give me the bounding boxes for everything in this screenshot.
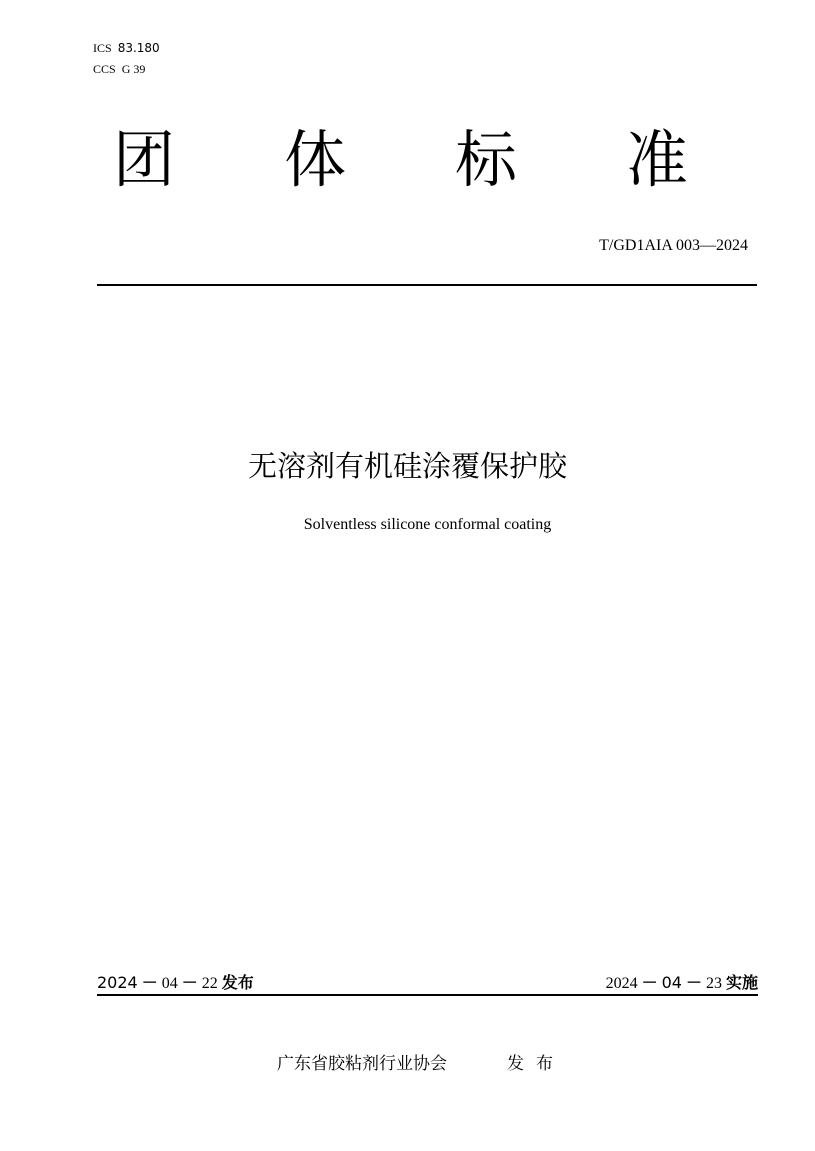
ics-code: 83.180 [117,41,160,55]
bottom-divider [97,994,758,996]
issue-date [97,972,254,995]
ics-label: ICS [93,41,112,55]
issue-day: 22 [201,975,218,992]
ccs-code: G 39 [121,62,146,76]
effective-date [606,972,758,995]
title-chinese: 无溶剂有机硅涂覆保护胶 [247,449,567,483]
effective-dash-1: － [641,973,658,992]
ics-code-line [93,41,160,55]
effective-year: 2024 [605,975,638,992]
issue-dash-2: － [181,973,198,992]
effective-label: 实施 [725,973,758,992]
doc-type-char-2: 体 [284,123,347,196]
ccs-code-line [93,62,145,76]
effective-day: 23 [705,975,722,992]
publisher-label: 发布 [507,1054,565,1074]
doc-type-char-3: 标 [455,123,518,196]
doc-type-char-1: 团 [113,123,176,196]
doc-type-char-4: 准 [626,123,689,196]
issue-year: 2024 [97,973,138,992]
ccs-label: CCS [93,62,116,76]
issue-month: 04 [161,975,178,992]
issue-label: 发布 [221,973,254,992]
publisher-name: 广东省胶粘剂行业协会 [277,1054,447,1074]
issue-dash-1: － [141,973,158,992]
standard-number: T/GD1AIA 003—2024 [599,237,748,254]
title-english: Solventless silicone conformal coating [303,516,552,533]
top-divider [97,284,757,286]
effective-month: 04 [661,973,682,992]
effective-dash-2: － [685,973,702,992]
